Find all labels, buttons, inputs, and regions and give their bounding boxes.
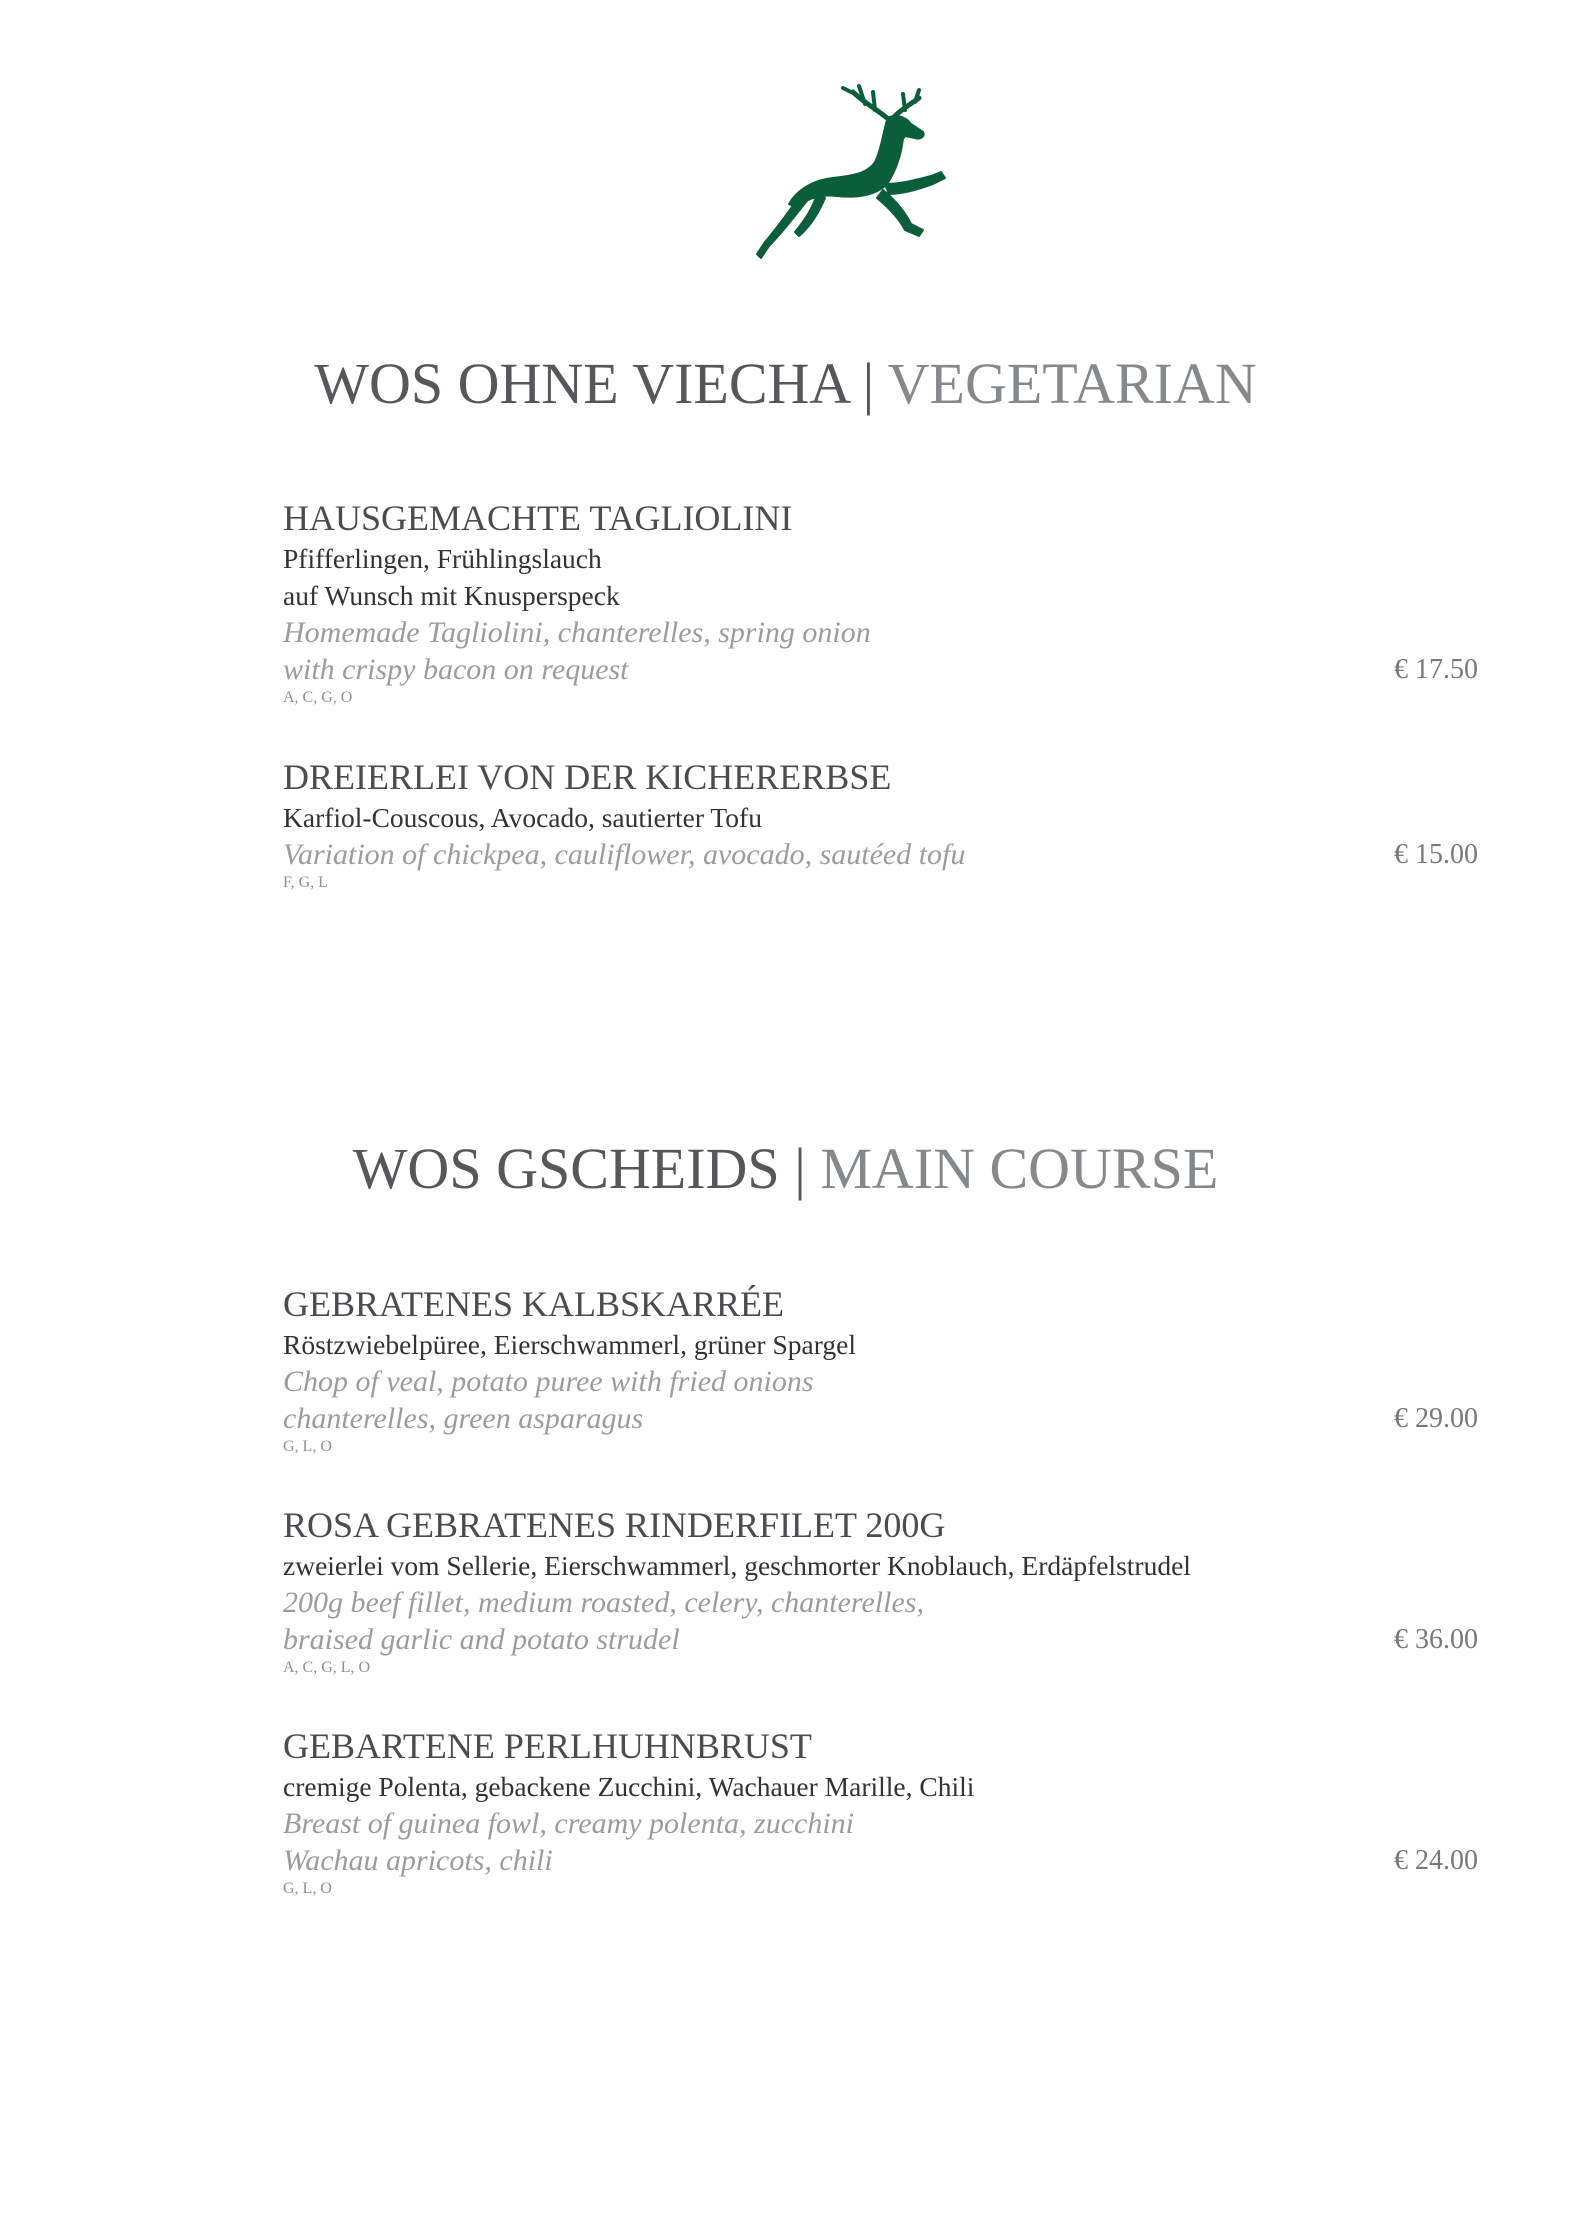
dish-name: GEBARTENE PERLHUHNBRUST [283, 1726, 812, 1766]
section-title-en: VEGETARIAN [887, 351, 1257, 416]
dish-description-en: Wachau apricots, chili [283, 1844, 553, 1877]
section-title-separator: | [794, 1136, 806, 1201]
dish-name: ROSA GEBRATENES RINDERFILET 200G [283, 1505, 946, 1545]
dish-price: € 15.00 [1394, 839, 1478, 870]
dish-price: € 36.00 [1394, 1624, 1478, 1655]
section-title-de: WOS OHNE VIECHA [314, 351, 849, 416]
dish-description-en: 200g beef fillet, medium roasted, celery, chanterelles, [283, 1586, 924, 1619]
section-title-main-course [0, 1135, 1571, 1202]
section-title-vegetarian [0, 350, 1571, 417]
dish-name: HAUSGEMACHTE TAGLIOLINI [283, 498, 793, 538]
dish-description-en: Breast of guinea fowl, creamy polenta, zucchini [283, 1807, 855, 1840]
allergen-codes: F, G, L [283, 874, 328, 891]
dish-name: DREIERLEI VON DER KICHERERBSE [283, 757, 892, 797]
menu-item [283, 1282, 1478, 1457]
leaping-deer-icon [755, 80, 975, 275]
dish-description-en: Chop of veal, potato puree with fried onions [283, 1365, 814, 1398]
menu-item [283, 1503, 1478, 1678]
dish-description-de: Karfiol-Couscous, Avocado, sautierter Tofu [283, 802, 762, 833]
dish-price: € 24.00 [1394, 1845, 1478, 1876]
menu-item [283, 1724, 1478, 1899]
menu-item [283, 496, 1478, 708]
dish-description-en: Variation of chickpea, cauliflower, avocado, sautéed tofu [283, 838, 966, 871]
dish-price: € 17.50 [1394, 654, 1478, 685]
dish-description-en: Homemade Tagliolini, chanterelles, spring onion [283, 616, 871, 649]
dish-description-de: Pfifferlingen, Frühlingslauch [283, 543, 602, 574]
dish-description-de: zweierlei vom Sellerie, Eierschwammerl, geschmorter Knoblauch, Erdäpfelstrudel [283, 1550, 1191, 1581]
section-title-en: MAIN COURSE [820, 1136, 1219, 1201]
allergen-codes: G, L, O [283, 1438, 332, 1455]
allergen-codes: A, C, G, L, O [283, 1659, 371, 1676]
dish-name: GEBRATENES KALBSKARRÉE [283, 1284, 785, 1324]
dish-description-en: chanterelles, green asparagus [283, 1402, 644, 1435]
dish-description-de: cremige Polenta, gebackene Zucchini, Wachauer Marille, Chili [283, 1771, 975, 1802]
dish-description-de: Röstzwiebelpüree, Eierschwammerl, grüner Spargel [283, 1329, 856, 1360]
dish-description-en: braised garlic and potato strudel [283, 1623, 680, 1656]
allergen-codes: A, C, G, O [283, 689, 353, 706]
dish-price: € 29.00 [1394, 1403, 1478, 1434]
menu-item [283, 755, 1478, 893]
dish-description-de: auf Wunsch mit Knusperspeck [283, 580, 620, 611]
dish-description-en: with crispy bacon on request [283, 653, 629, 686]
section-title-separator: | [862, 351, 875, 416]
section-title-de: WOS GSCHEIDS [352, 1136, 780, 1201]
allergen-codes: G, L, O [283, 1880, 332, 1897]
